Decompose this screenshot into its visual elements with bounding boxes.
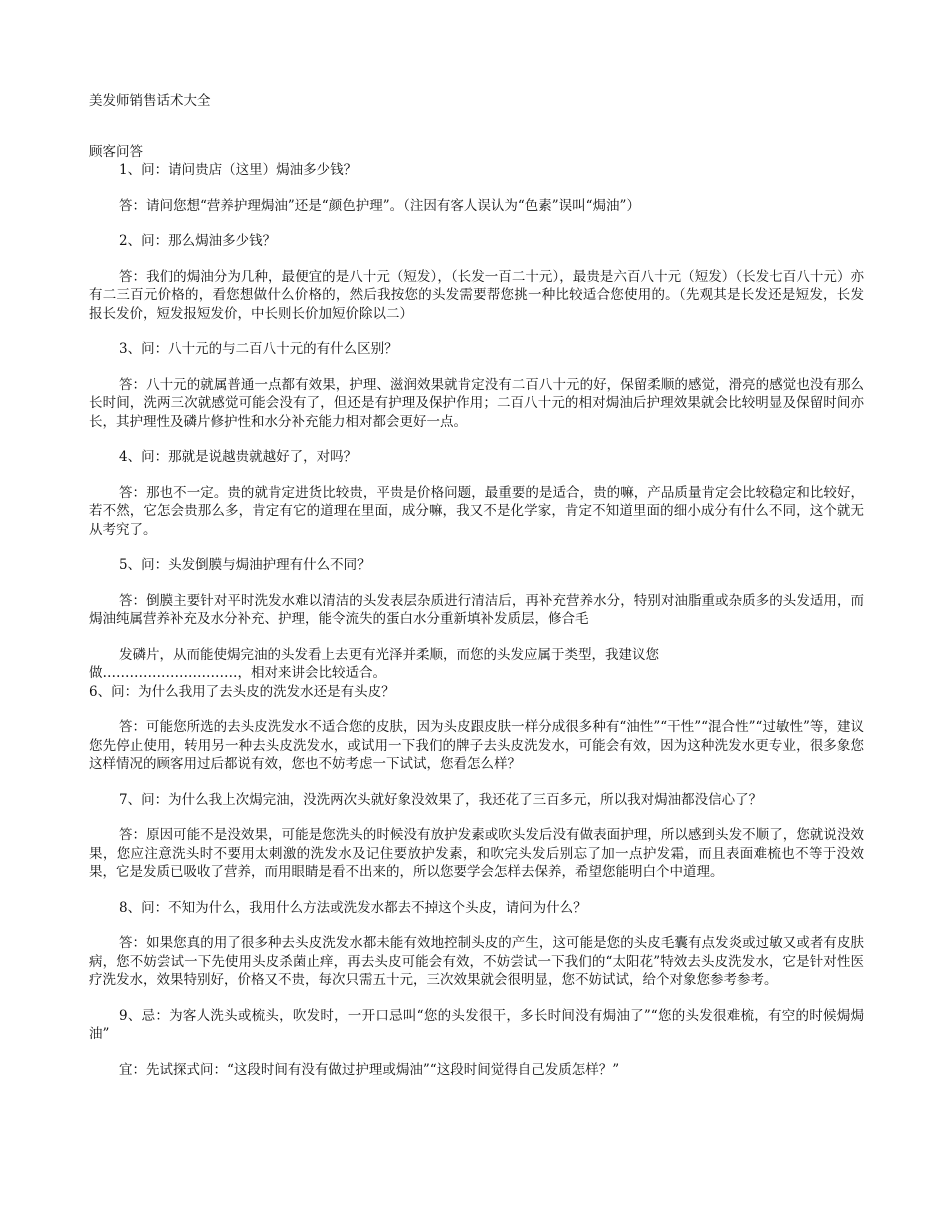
answer-7: 答：原因可能不是没效果，可能是您洗头的时候没有放护发素或吹头发后没有做表面护理，所以感到头发不顺了，您就说没效果，您应注意洗头时不要用太刺激的洗发水及记住要放护发素，和吹完头发后别忘了加一点护发霜，而且表面难梳也不等于没效果，它是发质已吸收了营养，而用眼睛是看不出来的，所以您要学会怎样去保养，希望您能明白个中道理。	[89, 827, 864, 880]
page-title: 美发师销售话术大全	[89, 93, 211, 109]
question-2: 2、问：那么焗油多少钱？	[119, 233, 277, 249]
question-1: 1、问：请问贵店（这里）焗油多少钱？	[119, 162, 358, 178]
question-4: 4、问：那就是说越贵就越好了，对吗？	[119, 449, 358, 465]
question-7: 7、问：为什么我上次焗完油，没洗两次头就好象没效果了，我还花了三百多元，所以我对焗油都没信心了？	[119, 791, 763, 808]
section-title: 顾客问答	[89, 144, 143, 160]
answer-5-end: 做…………………………，相对来讲会比较适合。	[89, 665, 386, 681]
answer-6: 答：可能您所选的去头皮洗发水不适合您的皮肤，因为头皮跟皮肤一样分成很多种有“油性”“干性”“混合性”“过敏性”等，建议您先停止使用，转用另一种去头皮洗发水，或试用一下我们的牌子去头皮洗发水，可能会有效，因为这种洗发水更专业，很多象您这样情况的顾客用过后都说有效，您也不妨考虑一下试试，您看怎么样？	[89, 719, 864, 772]
question-6: 6、问：为什么我用了去头皮的洗发水还是有头皮？	[89, 683, 395, 700]
document-body	[89, 161, 864, 1096]
question-3: 3、问：八十元的与二百八十元的有什么区别？	[119, 341, 398, 357]
tip-9-suggest: 宜：先试探式问：“这段时间有没有做过护理或焗油”“这段时间觉得自己发质怎样？”	[119, 1061, 620, 1078]
answer-2: 答：我们的焗油分为几种，最便宜的是八十元（短发），（长发一百二十元），最贵是六百八十元（短发）（长发七百八十元）亦有二三百元价格的，看您想做什么价格的，然后我按您的头发需要帮您挑一种比较适合您使用的。（先观其是长发还是短发，长发报长发价，短发报短发价，中长则长价加短价除以二）	[89, 268, 864, 322]
answer-5: 答：倒膜主要针对平时洗发水难以清洁的头发表层杂质进行清洁后，再补充营养水分，特别对油脂重或杂质多的头发适用，而焗油纯属营养补充及水分补充、护理，能令流失的蛋白水分重新填补发质层，修合毛	[89, 592, 864, 627]
question-5: 5、问：头发倒膜与焗油护理有什么不同？	[119, 557, 371, 573]
answer-4: 答：那也不一定。贵的就肯定进货比较贵，平贵是价格问题，最重要的是适合，贵的嘛，产品质量肯定会比较稳定和比较好，若不然，它怎会贵那么多，肯定有它的道理在里面，成分嘛，我又不是化学家，肯定不知道里面的细小成分有什么不同，这个就无从考究了。	[89, 484, 864, 538]
answer-8: 答：如果您真的用了很多种去头皮洗发水都未能有效地控制头皮的产生，这可能是您的头皮毛囊有点发炎或过敏又或者有皮肤病，您不妨尝试一下先使用头皮杀菌止痒，再去头皮可能会有效，不妨尝试一下我们的“太阳花”特效去头皮洗发水，它是针对性医疗洗发水，效果特别好，价格又不贵，每次只需五十元，三次效果就会很明显，您不妨试试，给个对象您参考参考。	[89, 935, 864, 988]
answer-3: 答：八十元的就属普通一点都有效果，护理、滋润效果就肯定没有二百八十元的好，保留柔顺的感觉，滑亮的感觉也没有那么长时间，洗两三次就感觉可能会没有了，但还是有护理及保护作用；二百八十元的相对焗油后护理效果就会比较明显及保留时间亦长，其护理性及磷片修护性和水分补充能力相对都会更好一点。	[89, 376, 864, 430]
question-8: 8、问：不知为什么，我用什么方法或洗发水都去不掉这个头皮，请问为什么？	[119, 899, 587, 916]
answer-1: 答：请问您想“营养护理焗油”还是“颜色护理”。（注因有客人误认为“色素”误叫“焗油”）	[119, 197, 640, 214]
answer-5-continued: 发磷片，从而能使焗完油的头发看上去更有光泽并柔顺，而您的头发应属于类型，我建议您	[119, 646, 659, 663]
tip-9-avoid: 9、忌：为客人洗头或梳头，吹发时，一开口忌叫“您的头发很干，多长时间没有焗油了”“您的头发很难梳，有空的时候焗焗油”	[89, 1007, 864, 1042]
